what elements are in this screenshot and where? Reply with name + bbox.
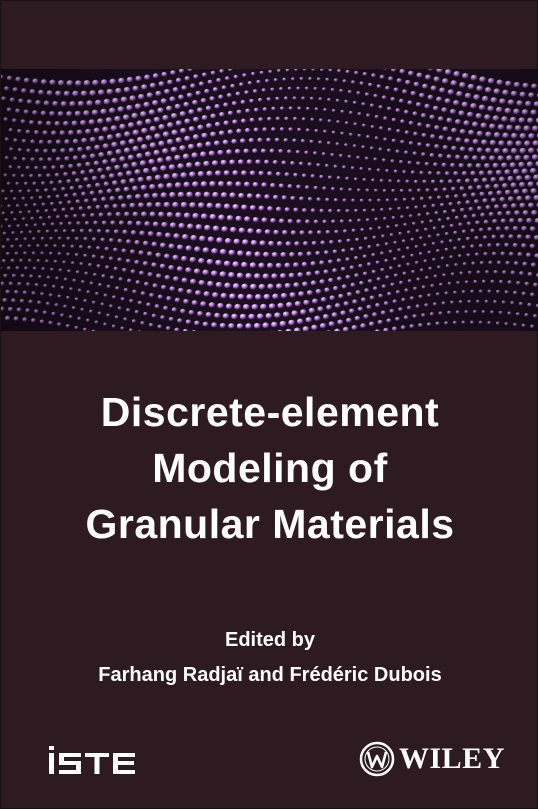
editor-names: Farhang Radjaï and Frédéric Dubois [98, 664, 442, 686]
book-title [1, 384, 538, 552]
wiley-logo [359, 739, 505, 779]
wiley-wordmark: WILEY [399, 742, 505, 775]
title-line-1: Discrete-element [100, 389, 440, 435]
title-line-2: Modeling of [152, 445, 388, 491]
editors-block [1, 623, 538, 693]
granular-sphere-artwork [1, 69, 538, 331]
iste-logo [47, 746, 157, 774]
edited-by-label: Edited by [224, 629, 315, 651]
wiley-emblem-icon [359, 741, 395, 777]
title-line-3: Granular Materials [85, 501, 455, 547]
